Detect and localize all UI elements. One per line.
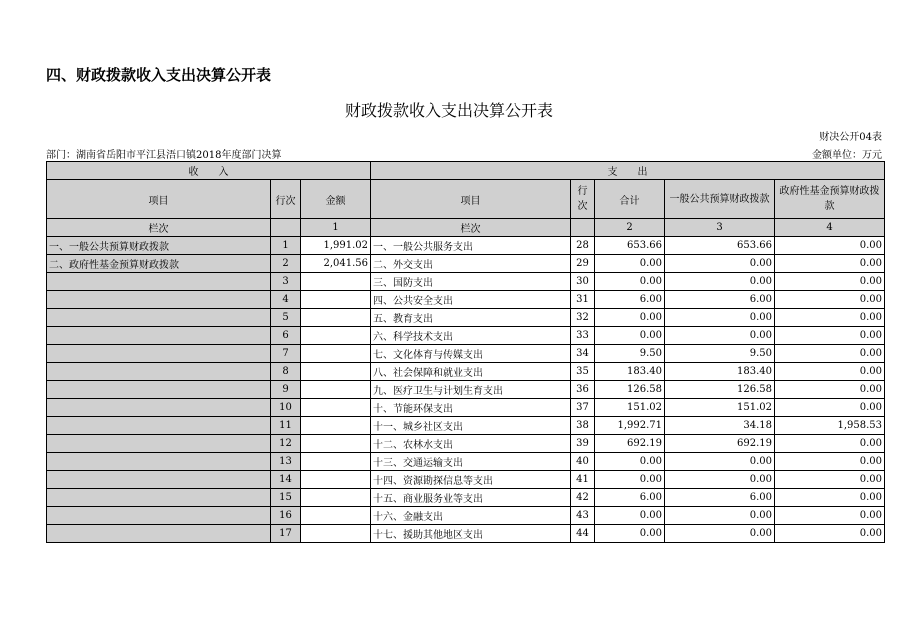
income-item: 一、一般公共预算财政拨款 (47, 237, 271, 255)
general-amount: 9.50 (665, 345, 775, 363)
income-amount (301, 435, 371, 453)
total-amount: 1,992.71 (595, 417, 665, 435)
total-amount: 151.02 (595, 399, 665, 417)
income-item (47, 345, 271, 363)
general-amount: 6.00 (665, 291, 775, 309)
expense-item: 一、一般公共服务支出 (371, 237, 571, 255)
fund-amount: 0.00 (775, 255, 885, 273)
col-4: 4 (775, 219, 885, 237)
income-amount (301, 273, 371, 291)
table-row (47, 525, 885, 543)
income-line-no: 5 (271, 309, 301, 327)
income-amount-header: 金额 (301, 180, 371, 219)
income-line-no: 14 (271, 471, 301, 489)
income-line-no: 7 (271, 345, 301, 363)
income-line-no: 8 (271, 363, 301, 381)
income-amount (301, 291, 371, 309)
fund-amount: 0.00 (775, 471, 885, 489)
income-line-no: 13 (271, 453, 301, 471)
fund-amount: 1,958.53 (775, 417, 885, 435)
income-item (47, 471, 271, 489)
expense-line-no: 41 (571, 471, 595, 489)
general-amount: 0.00 (665, 525, 775, 543)
fund-amount: 0.00 (775, 327, 885, 345)
income-amount (301, 453, 371, 471)
col-3: 3 (665, 219, 775, 237)
income-amount (301, 345, 371, 363)
general-amount: 0.00 (665, 327, 775, 345)
fund-amount: 0.00 (775, 291, 885, 309)
total-amount: 653.66 (595, 237, 665, 255)
table-row (47, 381, 885, 399)
expense-header: 支 出 (371, 162, 885, 180)
total-amount: 0.00 (595, 453, 665, 471)
total-amount: 0.00 (595, 309, 665, 327)
table-row (47, 435, 885, 453)
fund-amount: 0.00 (775, 435, 885, 453)
fund-amount: 0.00 (775, 507, 885, 525)
income-line-no: 12 (271, 435, 301, 453)
total-amount: 9.50 (595, 345, 665, 363)
fund-amount: 0.00 (775, 399, 885, 417)
income-amount (301, 381, 371, 399)
income-item (47, 381, 271, 399)
income-amount: 1,991.02 (301, 237, 371, 255)
expense-line-no: 39 (571, 435, 595, 453)
expense-line-no: 28 (571, 237, 595, 255)
finance-table (46, 161, 885, 543)
income-amount (301, 525, 371, 543)
table-row (47, 327, 885, 345)
fund-amount: 0.00 (775, 453, 885, 471)
general-amount: 0.00 (665, 255, 775, 273)
income-item (47, 309, 271, 327)
table-row (47, 417, 885, 435)
expense-line-no: 38 (571, 417, 595, 435)
general-amount: 6.00 (665, 489, 775, 507)
general-amount: 0.00 (665, 273, 775, 291)
expense-line-no: 32 (571, 309, 595, 327)
expense-item: 十二、农林水支出 (371, 435, 571, 453)
col-blank (271, 219, 301, 237)
col-1: 1 (301, 219, 371, 237)
expense-item: 五、教育支出 (371, 309, 571, 327)
income-line-no: 9 (271, 381, 301, 399)
income-item (47, 363, 271, 381)
unit-label: 金额单位：万元 (812, 150, 882, 161)
expense-line-no: 29 (571, 255, 595, 273)
income-item (47, 435, 271, 453)
expense-line-no: 34 (571, 345, 595, 363)
table-row (47, 345, 885, 363)
general-amount: 0.00 (665, 309, 775, 327)
col-2: 2 (595, 219, 665, 237)
income-item (47, 273, 271, 291)
income-item (47, 399, 271, 417)
total-amount: 0.00 (595, 471, 665, 489)
income-amount (301, 309, 371, 327)
income-amount (301, 327, 371, 345)
general-amount: 0.00 (665, 507, 775, 525)
expense-line-no: 35 (571, 363, 595, 381)
table-row (47, 273, 885, 291)
expense-item: 三、国防支出 (371, 273, 571, 291)
fund-amount: 0.00 (775, 525, 885, 543)
income-amount (301, 507, 371, 525)
expense-line-no: 42 (571, 489, 595, 507)
general-amount: 34.18 (665, 417, 775, 435)
general-amount: 183.40 (665, 363, 775, 381)
income-line-no: 16 (271, 507, 301, 525)
total-amount: 6.00 (595, 291, 665, 309)
income-amount (301, 417, 371, 435)
income-item (47, 417, 271, 435)
expense-line-no: 44 (571, 525, 595, 543)
table-row (47, 453, 885, 471)
income-line-no: 17 (271, 525, 301, 543)
income-line-header: 行次 (271, 180, 301, 219)
fund-amount: 0.00 (775, 273, 885, 291)
section-heading: 四、财政拨款收入支出决算公开表 (46, 66, 272, 84)
fund-amount: 0.00 (775, 363, 885, 381)
form-code: 财决公开04表 (819, 132, 882, 143)
income-amount (301, 489, 371, 507)
income-item (47, 291, 271, 309)
total-amount: 183.40 (595, 363, 665, 381)
total-header: 合计 (595, 180, 665, 219)
expense-item: 九、医疗卫生与计划生育支出 (371, 381, 571, 399)
department-label: 部门：湖南省岳阳市平江县浯口镇2018年度部门决算 (46, 150, 282, 161)
expense-line-header: 行次 (571, 180, 595, 219)
income-item (47, 489, 271, 507)
total-amount: 0.00 (595, 255, 665, 273)
table-row (47, 255, 885, 273)
table-row (47, 363, 885, 381)
income-header: 收 入 (47, 162, 371, 180)
income-line-no: 15 (271, 489, 301, 507)
expense-line-no: 36 (571, 381, 595, 399)
expense-item: 十六、金融支出 (371, 507, 571, 525)
expense-line-no: 43 (571, 507, 595, 525)
expense-item: 十五、商业服务业等支出 (371, 489, 571, 507)
income-line-no: 4 (271, 291, 301, 309)
expense-item: 七、文化体育与传媒支出 (371, 345, 571, 363)
fund-amount: 0.00 (775, 489, 885, 507)
income-item (47, 507, 271, 525)
expense-item: 四、公共安全支出 (371, 291, 571, 309)
income-line-no: 2 (271, 255, 301, 273)
income-amount (301, 399, 371, 417)
table-row (47, 507, 885, 525)
income-line-no: 11 (271, 417, 301, 435)
col-label: 栏次 (47, 219, 271, 237)
col-blank-2 (571, 219, 595, 237)
expense-item: 十一、城乡社区支出 (371, 417, 571, 435)
total-amount: 692.19 (595, 435, 665, 453)
expense-line-no: 30 (571, 273, 595, 291)
income-line-no: 10 (271, 399, 301, 417)
general-amount: 0.00 (665, 471, 775, 489)
general-budget-header: 一般公共预算财政拨款 (665, 180, 775, 219)
fund-amount: 0.00 (775, 237, 885, 255)
fund-budget-header: 政府性基金预算财政拨款 (775, 180, 885, 219)
table-row (47, 237, 885, 255)
fund-amount: 0.00 (775, 345, 885, 363)
table-row (47, 399, 885, 417)
table-row (47, 489, 885, 507)
total-amount: 0.00 (595, 273, 665, 291)
general-amount: 0.00 (665, 453, 775, 471)
general-amount: 692.19 (665, 435, 775, 453)
total-amount: 6.00 (595, 489, 665, 507)
income-line-no: 1 (271, 237, 301, 255)
income-item (47, 453, 271, 471)
total-amount: 0.00 (595, 327, 665, 345)
expense-item: 八、社会保障和就业支出 (371, 363, 571, 381)
expense-line-no: 31 (571, 291, 595, 309)
expense-item-header: 项目 (371, 180, 571, 219)
expense-item: 十三、交通运输支出 (371, 453, 571, 471)
page-title: 财政拨款收入支出决算公开表 (344, 101, 553, 120)
expense-item: 二、外交支出 (371, 255, 571, 273)
expense-item: 十七、援助其他地区支出 (371, 525, 571, 543)
table-row (47, 291, 885, 309)
income-item (47, 327, 271, 345)
expense-item: 六、科学技术支出 (371, 327, 571, 345)
table-row (47, 309, 885, 327)
fund-amount: 0.00 (775, 381, 885, 399)
table-row (47, 471, 885, 489)
total-amount: 126.58 (595, 381, 665, 399)
col-label-2: 栏次 (371, 219, 571, 237)
total-amount: 0.00 (595, 525, 665, 543)
income-amount: 2,041.56 (301, 255, 371, 273)
income-item-header: 项目 (47, 180, 271, 219)
general-amount: 126.58 (665, 381, 775, 399)
total-amount: 0.00 (595, 507, 665, 525)
expense-line-no: 40 (571, 453, 595, 471)
income-item: 二、政府性基金预算财政拨款 (47, 255, 271, 273)
income-amount (301, 471, 371, 489)
expense-item: 十、节能环保支出 (371, 399, 571, 417)
income-amount (301, 363, 371, 381)
expense-line-no: 37 (571, 399, 595, 417)
expense-item: 十四、资源勘探信息等支出 (371, 471, 571, 489)
income-line-no: 3 (271, 273, 301, 291)
general-amount: 151.02 (665, 399, 775, 417)
income-line-no: 6 (271, 327, 301, 345)
general-amount: 653.66 (665, 237, 775, 255)
expense-line-no: 33 (571, 327, 595, 345)
fund-amount: 0.00 (775, 309, 885, 327)
income-item (47, 525, 271, 543)
